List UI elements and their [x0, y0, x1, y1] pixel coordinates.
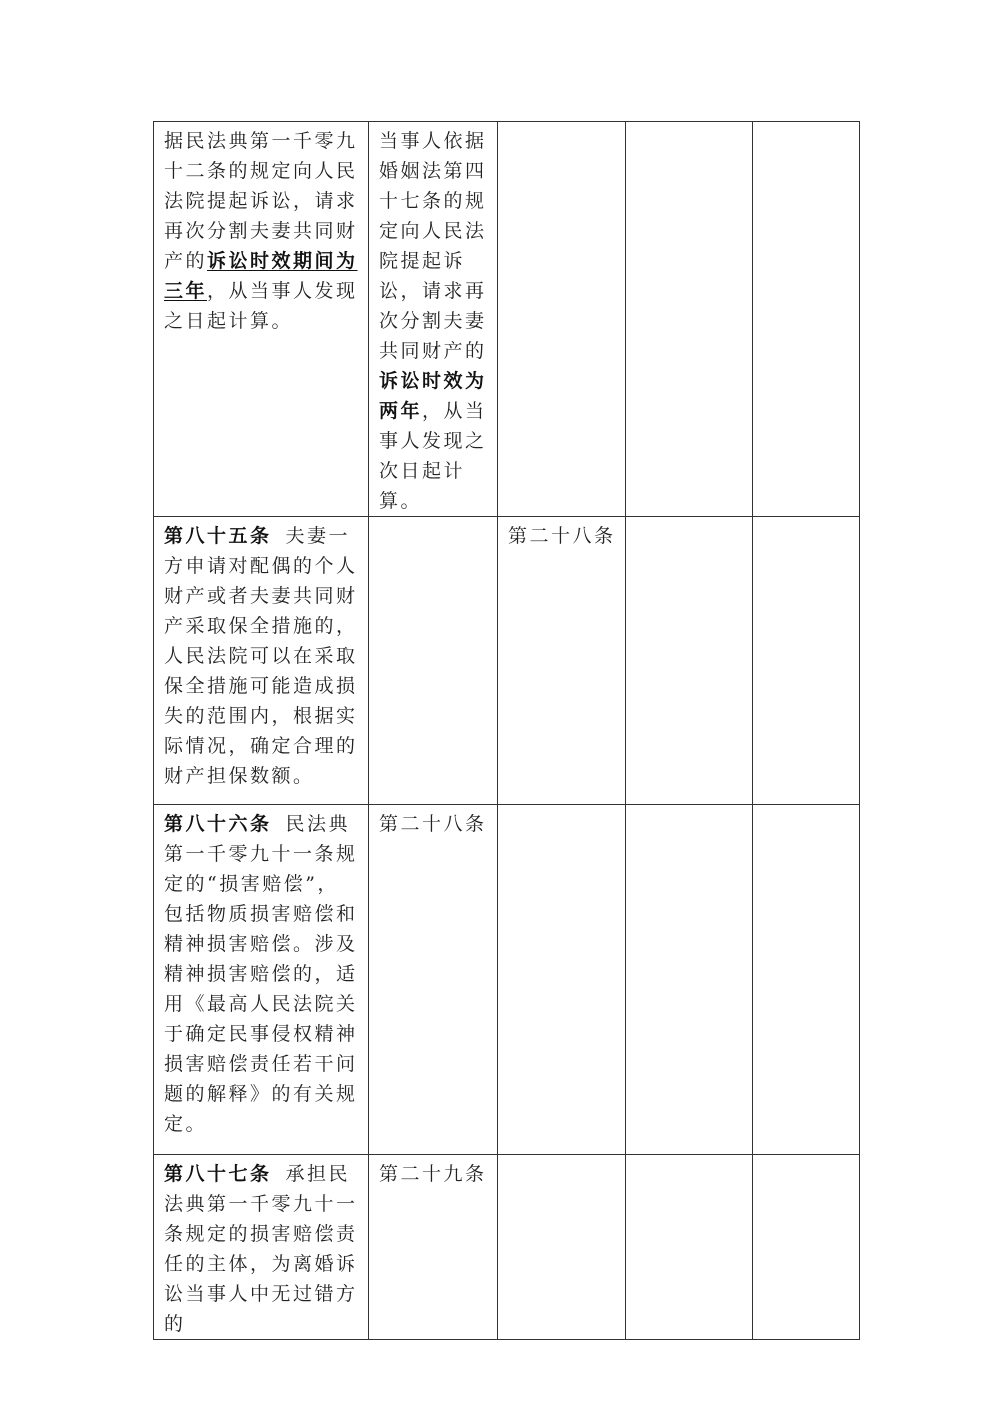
empty-cell [626, 1155, 753, 1340]
new-provision-cell [154, 122, 369, 517]
table-row [154, 517, 860, 805]
provision-text: 据民法典第一千零九十二条的规定向人民法院提起诉讼，请求再次分割夫妻共同财产的 [164, 130, 358, 272]
provision-text: ，从当事人发现之次日起计算。 [379, 400, 487, 512]
limitation-period-highlight: 诉讼时效为两年 [379, 370, 487, 422]
table-row [154, 122, 860, 517]
empty-cell [626, 122, 753, 517]
empty-cell [753, 1155, 860, 1340]
old-provision-cell: 第二十八条 [369, 805, 498, 1155]
article-number: 第八十五条 [164, 525, 272, 547]
empty-cell [753, 517, 860, 805]
provision-text: 当事人依据婚姻法第四十七条的规定向人民法院提起诉讼，请求再次分割夫妻共同财产的 [379, 130, 487, 362]
table-row [154, 1155, 860, 1340]
comparison-table [153, 121, 860, 1340]
new-provision-cell [154, 805, 369, 1155]
reference-cell [498, 122, 626, 517]
table-row [154, 805, 860, 1155]
reference-cell [498, 805, 626, 1155]
limitation-period-highlight: 诉讼时效期间为三年 [164, 250, 358, 302]
provision-text: ，从当事人发现之日起计算。 [164, 280, 358, 332]
reference-cell: 第二十八条 [498, 517, 626, 805]
provision-text: 夫妻一方申请对配偶的个人财产或者夫妻共同财产采取保全措施的，人民法院可以在采取保全措施可能造成损失的范围内，根据实际情况，确定合理的财产担保数额。 [164, 525, 358, 787]
empty-cell [626, 517, 753, 805]
old-provision-cell: 第二十九条 [369, 1155, 498, 1340]
old-provision-cell [369, 517, 498, 805]
empty-cell [753, 122, 860, 517]
new-provision-cell [154, 1155, 369, 1340]
new-provision-cell [154, 517, 369, 805]
reference-cell [498, 1155, 626, 1340]
provision-text: 承担民法典第一千零九十一条规定的损害赔偿责任的主体，为离婚诉讼当事人中无过错方的 [164, 1163, 358, 1335]
empty-cell [753, 805, 860, 1155]
provision-text: 民法典第一千零九十一条规定的“损害赔偿”，包括物质损害赔偿和精神损害赔偿。涉及精神损害赔偿的，适用《最高人民法院关于确定民事侵权精神损害赔偿责任若干问题的解释》的有关规定。 [164, 813, 358, 1135]
old-provision-cell [369, 122, 498, 517]
empty-cell [626, 805, 753, 1155]
article-number: 第八十七条 [164, 1163, 272, 1185]
article-number: 第八十六条 [164, 813, 272, 835]
